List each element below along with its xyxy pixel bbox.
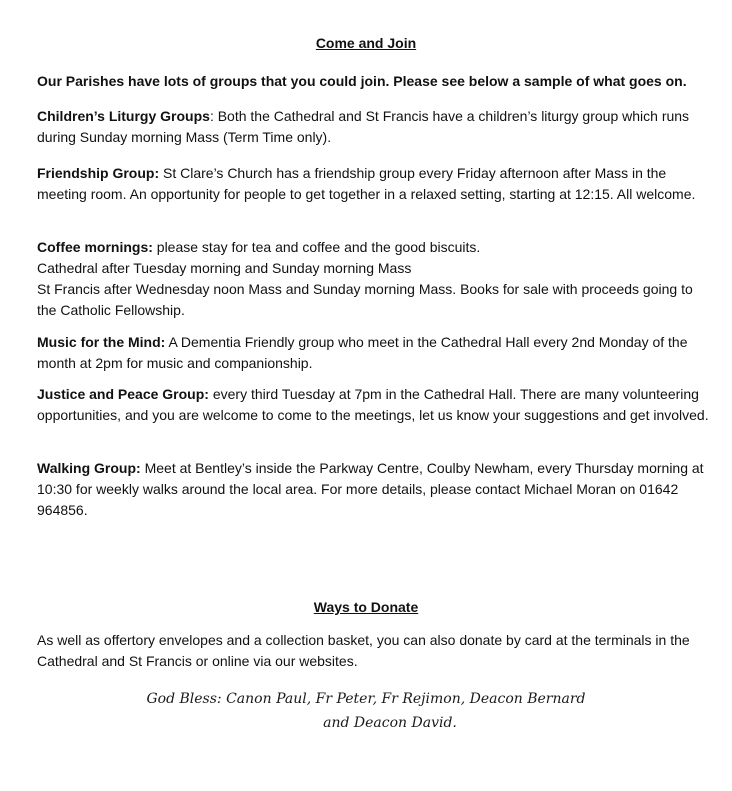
justice-and-peace-label: Justice and Peace Group: <box>37 386 209 402</box>
coffee-mornings-st-francis: St Francis after Wednesday noon Mass and Sunday morning Mass. Books for sale with proceeds going to the Catholic Fellowship. <box>37 281 693 318</box>
donate-text: As well as offertory envelopes and a collection basket, you can also donate by card at the terminals in the Cathedral and St Francis or online via our websites. <box>37 632 690 669</box>
blessing-line-1: God Bless: Canon Paul, Fr Peter, Fr Rejimon, Deacon Bernard <box>146 691 586 707</box>
childrens-liturgy-text: : Both the Cathedral and St Francis have a children’s liturgy group which runs during Sunday morning Mass (Term Time only). <box>37 108 690 145</box>
coffee-mornings-label: Coffee mornings: <box>37 239 153 255</box>
coffee-mornings-cathedral: Cathedral after Tuesday morning and Sunday morning Mass <box>37 260 412 276</box>
ways-to-donate-heading: Ways to Donate <box>313 599 419 615</box>
friendship-group-label: Friendship Group: <box>37 165 160 181</box>
walking-group-text: Meet at Bentley’s inside the Parkway Centre, Coulby Newham, every Thursday morning at 10:30 for weekly walks around the local area. For more details, please contact Michael Moran on 01642 964856. <box>37 460 704 518</box>
walking-group-section <box>37 458 709 521</box>
childrens-liturgy-label: Children’s Liturgy Groups <box>37 108 210 124</box>
coffee-mornings-text: please stay for tea and coffee and the good biscuits. <box>152 239 481 255</box>
donate-section <box>37 630 709 672</box>
music-for-the-mind-label: Music for the Mind: <box>37 334 166 350</box>
justice-and-peace-text: every third Tuesday at 7pm in the Cathedral Hall. There are many volunteering opportunities, and you are welcome to come to the meetings, let us know your suggestions and get involved. <box>37 386 709 423</box>
coffee-mornings-section <box>37 237 709 321</box>
blessing <box>0 687 732 735</box>
music-for-the-mind-section <box>37 332 709 374</box>
friendship-group-text: St Clare’s Church has a friendship group every Friday afternoon after Mass in the meeting room. An opportunity for people to get together in a relaxed setting, starting at 12:15. All welcome. <box>37 165 696 202</box>
music-for-the-mind-text: A Dementia Friendly group who meet in the Cathedral Hall every 2nd Monday of the month at 2pm for music and companionship. <box>37 334 688 371</box>
come-and-join-heading: Come and Join <box>315 35 417 51</box>
blessing-line-2: and Deacon David. <box>323 715 457 731</box>
intro-text: Our Parishes have lots of groups that you could join. Please see below a sample of what goes on. <box>37 73 687 89</box>
walking-group-label: Walking Group: <box>37 460 141 476</box>
childrens-liturgy-section <box>37 106 709 148</box>
justice-and-peace-section <box>37 384 709 426</box>
friendship-group-section <box>37 163 709 205</box>
